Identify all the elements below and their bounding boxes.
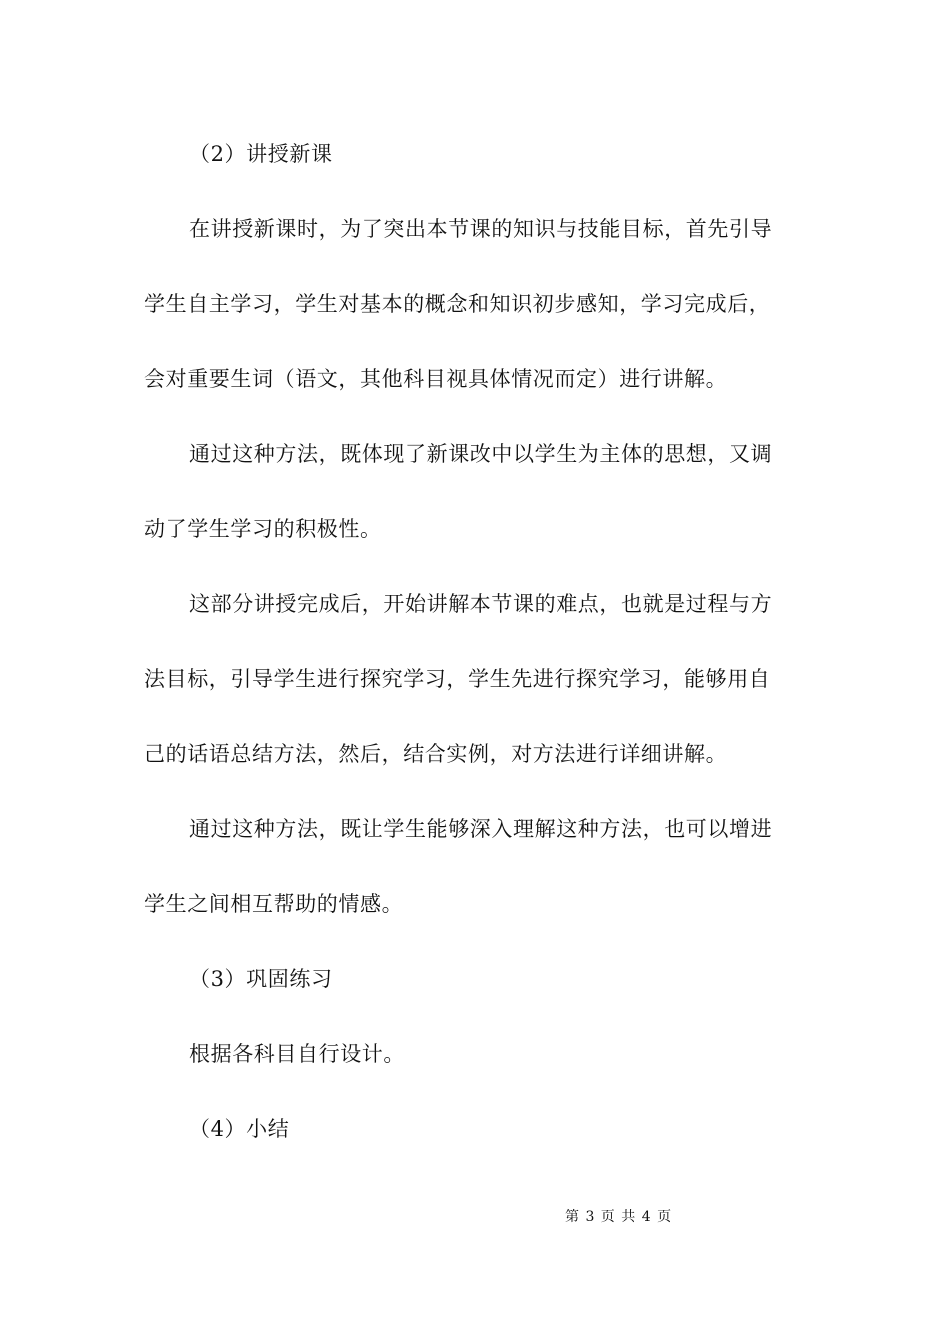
paragraph-line: 会对重要生词（语文，其他科目视具体情况而定）进行讲解。 — [144, 367, 728, 391]
page-number-footer: 第 3 页 共 4 页 — [565, 1209, 673, 1225]
paragraph-line: 己的话语总结方法，然后，结合实例，对方法进行详细讲解。 — [144, 742, 728, 766]
paragraph-line: 动了学生学习的积极性。 — [144, 517, 382, 541]
heading-consolidation-practice: （3）巩固练习 — [189, 967, 333, 991]
paragraph-line: 法目标，引导学生进行探究学习，学生先进行探究学习，能够用自 — [144, 667, 771, 691]
paragraph-line: 通过这种方法，既体现了新课改中以学生为主体的思想，又调 — [189, 442, 773, 466]
paragraph-line: 学生之间相互帮助的情感。 — [144, 892, 404, 916]
heading-lecture-new-lesson: （2）讲授新课 — [189, 142, 333, 166]
paragraph-line: 在讲授新课时，为了突出本节课的知识与技能目标，首先引导 — [189, 217, 773, 241]
paragraph-line: 通过这种方法，既让学生能够深入理解这种方法，也可以增进 — [189, 817, 773, 841]
heading-summary: （4）小结 — [189, 1117, 290, 1141]
paragraph-line: 学生自主学习，学生对基本的概念和知识初步感知，学习完成后， — [144, 292, 771, 316]
paragraph-line: 根据各科目自行设计。 — [189, 1042, 405, 1066]
paragraph-line: 这部分讲授完成后，开始讲解本节课的难点，也就是过程与方 — [189, 592, 773, 616]
